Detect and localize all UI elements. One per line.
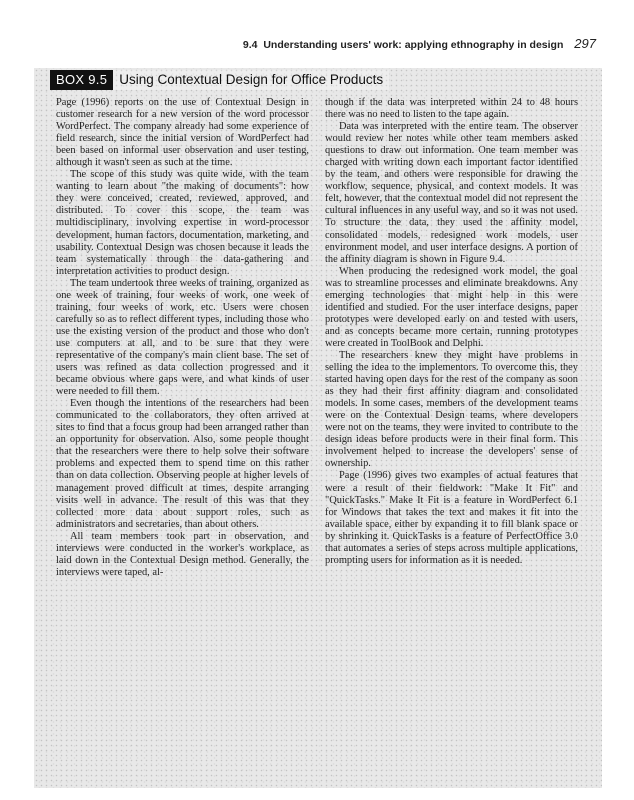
paragraph: The team undertook three weeks of training, organized as one week of training, four weeks of work, one week of training, four weeks of work, etc. Users were chosen carefully so as to reflect different types, including those who use the existing version of the product and those who don't use computers at all, and to be sure that they were representative of the company's main client base. The set of users was refined as data collection progressed and it became obvious where gaps were, and what kinds of user were needed to fill them. [56,277,309,398]
running-header [220,36,596,51]
paragraph: Page (1996) reports on the use of Contextual Design in customer research for a new version of the word processor WordPerfect. The company already had some experience of field research, since the initial version of WordPerfect had been based on informal user observation and user testing, although it wasn't seen as such at the time. [56,97,309,169]
paragraph: Page (1996) gives two examples of actual features that were a result of their fieldwork: "Make It Fit" and "QuickTasks." Make It Fit is a feature in WordPerfect 6.1 for Windows that takes the text and makes it fit into the available space, either by expanding it to fill blank space or by shrinking it. QuickTasks is a feature of PerfectOffice 3.0 that automates a series of steps across multiple applications, prompting users for information as it is needed. [325,470,578,566]
box-label: BOX 9.5 [50,70,113,90]
left-column [56,97,309,752]
page-number: 297 [574,36,596,51]
box-body [56,97,578,752]
paragraph: though if the data was interpreted within 24 to 48 hours there was no need to listen to the tape again. [325,97,578,121]
paragraph: Data was interpreted with the entire team. The observer would review her notes while other team members asked questions to draw out information. One team member was charged with writing down each important factor identified by the team, and others were responsible for drawing the workflow, sequence, physical, and context models. It was felt, however, that the contextual model did not represent the cultural influences in any useful way, and so it was not used. To structure the data, they used the affinity model, consolidated models, redesigned work models, user environment model, and user interface designs. A portion of the affinity diagram is shown in Figure 9.4. [325,121,578,265]
box-title-bar [50,70,480,90]
section-title: Understanding users' work: applying ethnography in design [263,39,564,51]
paragraph: Even though the intentions of the researchers had been communicated to the collaborators, they often arrived at sites to find that a focus group had been arranged rather than an opportunity for observation. Also, some people thought that the researchers were there to help solve their software problems and expected them to spend time on this rather than on data collection. Observing people at higher levels of management proved difficult at times, despite arranging visits well in advance. The result of this was that they collected more data about support roles, such as administrators and secretaries, than about others. [56,398,309,530]
paragraph: The researchers knew they might have problems in selling the idea to the implementors. To overcome this, they started having open days for the rest of the company as soon as they had their first affinity diagram and consolidated models. In some cases, members of the development teams were on the Contextual Design teams, where developers were not on the teams, they were invited to contribute to the design ideas before products were in their final form. This involvement helped to increase the developers' sense of ownership. [325,349,578,470]
box-title: Using Contextual Design for Office Products [113,70,389,90]
section-number: 9.4 [242,39,258,51]
paragraph: All team members took part in observation, and interviews were conducted in the worker's workplace, as laid down in the Contextual Design method. Generally, the interviews were taped, al- [56,530,309,578]
paragraph: When producing the redesigned work model, the goal was to streamline processes and eliminate breakdowns. Any emerging technologies that might help in this were identified and studied. For the user interface designs, paper prototypes were developed early on and tested with users, and as concepts became more certain, running prototypes were created in ToolBook and Delphi. [325,265,578,349]
paragraph: The scope of this study was quite wide, with the team wanting to learn about "the making of documents": how they were conceived, created, reviewed, approved, and distributed. To cover this scope, the team was multidisciplinary, involving expertise in word-processor development, human factors, documentation, marketing, and usability. Contextual Design was chosen because it leads the team systematically through the data-gathering and interpretation activities to product design. [56,169,309,277]
right-column [325,97,578,752]
